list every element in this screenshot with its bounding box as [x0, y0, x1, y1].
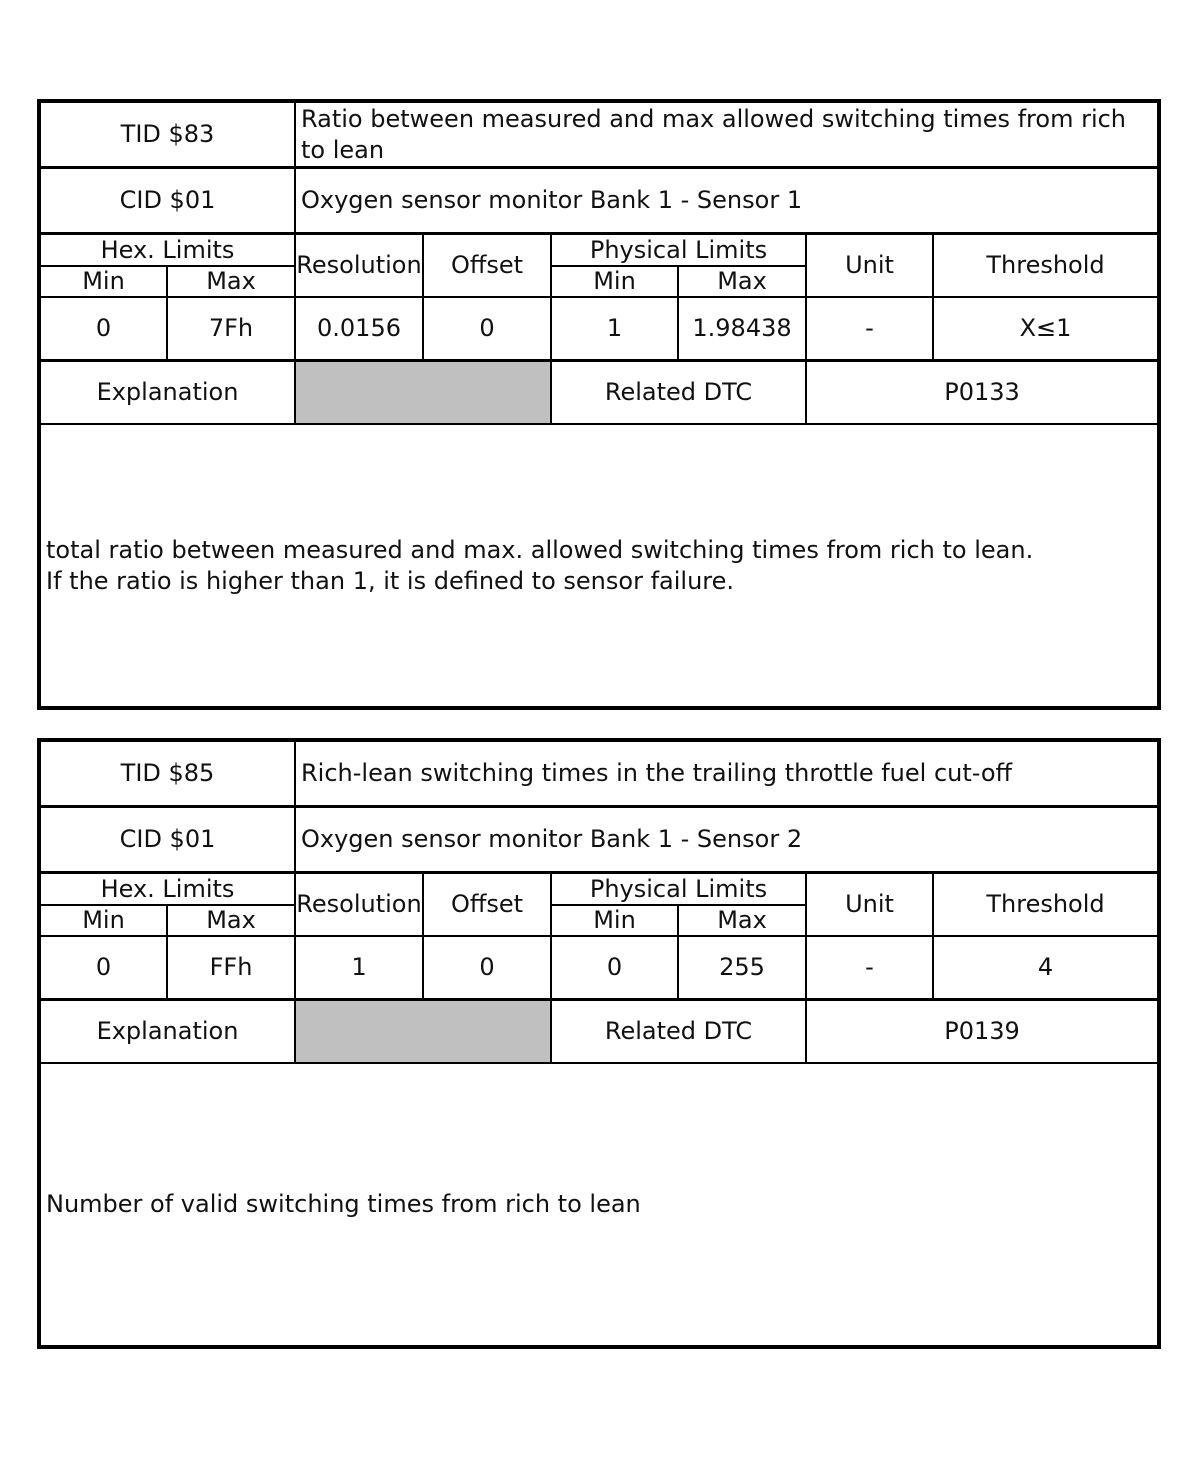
offset-value: 0: [479, 314, 495, 342]
related-dtc-value: P0133: [944, 378, 1020, 406]
physical-limits-header: Physical Limits: [589, 874, 768, 903]
threshold-value: X≤1: [1019, 314, 1072, 342]
hex-limits-header: Hex. Limits: [100, 235, 235, 264]
hex-min-value: 0: [95, 314, 112, 342]
cid-description: Oxygen sensor monitor Bank 1 - Sensor 1: [301, 186, 803, 214]
phys-max-header: Max: [717, 267, 767, 295]
cid-description: Oxygen sensor monitor Bank 1 - Sensor 2: [301, 825, 803, 853]
tid-description: Rich-lean switching times in the trailing throttle fuel cut-off: [301, 759, 1013, 787]
unit-value: -: [865, 314, 874, 342]
related-dtc-value: P0139: [944, 1017, 1020, 1045]
explanation-text: total ratio between measured and max. allowed switching times from rich to lean. If the ratio is higher than 1, it is defined to sensor failure.: [46, 536, 1034, 595]
explanation-label: Explanation: [96, 1017, 239, 1045]
resolution-header: Resolution: [296, 251, 422, 279]
explanation-label: Explanation: [96, 378, 239, 406]
tid-description: Ratio between measured and max allowed switching times from rich to lean: [301, 104, 1127, 164]
phys-max-header: Max: [717, 906, 767, 934]
physical-limits-header: Physical Limits: [589, 235, 768, 264]
hex-max-value: 7Fh: [208, 314, 254, 342]
offset-value: 0: [479, 953, 495, 981]
phys-max-value: 1.98438: [692, 314, 792, 342]
cid-label: CID $01: [119, 186, 216, 214]
phys-min-value: 0: [606, 953, 623, 981]
offset-header: Offset: [450, 251, 524, 279]
threshold-header: Threshold: [986, 890, 1105, 918]
resolution-value: 0.0156: [317, 314, 401, 342]
unit-value: -: [865, 953, 874, 981]
tid-label: TID $83: [120, 120, 215, 148]
phys-max-value: 255: [719, 953, 765, 981]
threshold-value: 4: [1037, 953, 1054, 981]
hex-max-header: Max: [206, 906, 256, 934]
phys-min-header: Min: [593, 906, 636, 934]
hex-max-header: Max: [206, 267, 256, 295]
unit-header: Unit: [845, 251, 894, 279]
explanation-text: Number of valid switching times from rich to lean: [46, 1190, 641, 1218]
hex-limits-header: Hex. Limits: [100, 874, 235, 903]
phys-min-value: 1: [606, 314, 623, 342]
resolution-header: Resolution: [296, 890, 422, 918]
hex-min-value: 0: [95, 953, 112, 981]
offset-header: Offset: [450, 890, 524, 918]
explanation-shaded-cell: [296, 362, 550, 423]
related-dtc-label: Related DTC: [604, 378, 753, 406]
cid-label: CID $01: [119, 825, 216, 853]
monitor-table-tid-85: [37, 738, 1161, 1349]
unit-header: Unit: [845, 890, 894, 918]
hex-max-value: FFh: [209, 953, 253, 981]
explanation-shaded-cell: [296, 1001, 550, 1062]
hex-min-header: Min: [82, 906, 125, 934]
tid-label: TID $85: [120, 759, 215, 787]
monitor-table-tid-83: [37, 99, 1161, 710]
phys-min-header: Min: [593, 267, 636, 295]
related-dtc-label: Related DTC: [604, 1017, 753, 1045]
resolution-value: 1: [351, 953, 367, 981]
threshold-header: Threshold: [986, 251, 1105, 279]
hex-min-header: Min: [82, 267, 125, 295]
